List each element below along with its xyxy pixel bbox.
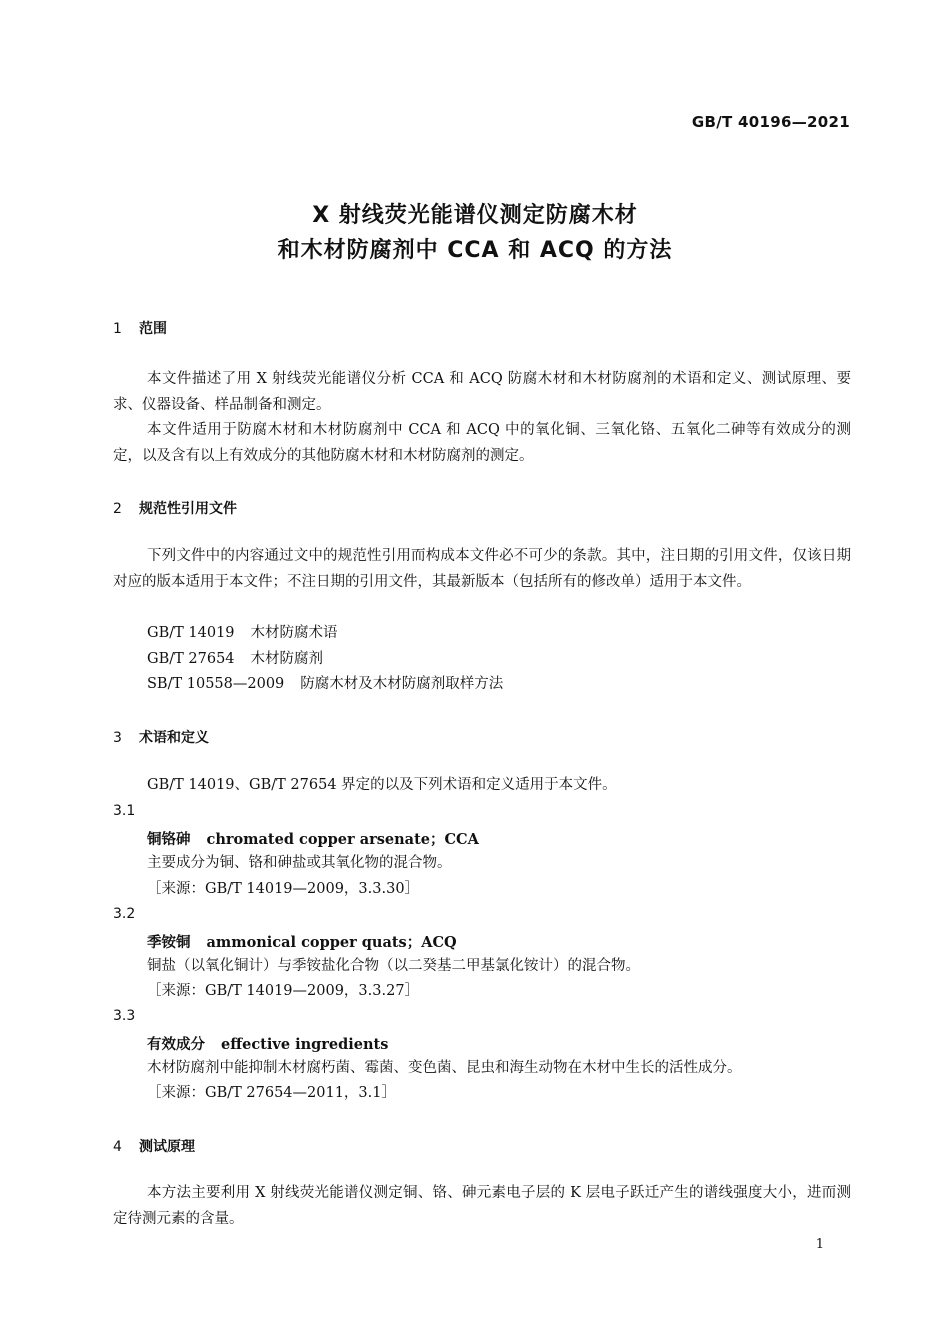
reference-item [147,649,323,669]
document-title-line-2: 和木材防腐剂中 CCA 和 ACQ 的方法 [277,238,673,263]
term-source: ［来源：GB/T 27654—2011，3.1］ [147,1085,396,1101]
reference-code: SB/T 10558—2009 [147,676,285,692]
term-number: 3.2 [113,906,136,922]
term-definition: 主要成分为铜、铬和砷盐或其氧化物的混合物。 [147,855,452,871]
reference-code: GB/T 14019 [147,625,235,641]
term-source: ［来源：GB/T 14019—2009，3.3.30］ [147,881,420,897]
document-title-line-1: X 射线荧光能谱仪测定防腐木材 [312,203,638,228]
section-2-paragraph-1: 下列文件中的内容通过文中的规范性引用而构成本文件必不可少的条款。其中，注日期的引用文件，仅该日期对应的版本适用于本文件；不注日期的引用文件，其最新版本（包括所有的修改单）适用于本文件。 [113,548,851,590]
term-heading [147,931,457,952]
section-1-paragraph-1: 本文件描述了用 X 射线荧光能谱仪分析 CCA 和 ACQ 防腐木材和木材防腐剂的术语和定义、测试原理、要求、仪器设备、样品制备和测定。 [113,371,851,413]
reference-item [147,623,338,643]
section-3-intro: GB/T 14019、GB/T 27654 界定的以及下列术语和定义适用于本文件。 [147,777,617,793]
section-number: 2 [113,501,122,517]
term-number: 3.1 [113,803,136,819]
section-title: 测试原理 [139,1139,195,1155]
reference-item [147,674,503,694]
section-4-heading [113,1136,195,1156]
section-3-heading [113,727,209,747]
section-4-paragraph-1: 本方法主要利用 X 射线荧光能谱仪测定铜、铬、砷元素电子层的 K 层电子跃迁产生的谱线强度大小，进而测定待测元素的含量。 [113,1185,851,1227]
section-1-paragraph-2: 本文件适用于防腐木材和木材防腐剂中 CCA 和 ACQ 中的氧化铜、三氧化铬、五氧化二砷等有效成分的测定，以及含有以上有效成分的其他防腐木材和木材防腐剂的测定。 [113,422,851,464]
section-number: 3 [113,730,122,746]
term-english: effective ingredients [221,1036,389,1053]
reference-code: GB/T 27654 [147,651,235,667]
section-title: 范围 [139,321,167,337]
term-chinese: 铜铬砷 [147,831,191,848]
section-title: 规范性引用文件 [139,501,237,517]
term-definition: 铜盐（以氧化铜计）与季铵盐化合物（以二癸基二甲基氯化铵计）的混合物。 [147,958,640,974]
reference-name: 木材防腐剂 [250,651,324,667]
term-definition: 木材防腐剂中能抑制木材腐朽菌、霉菌、变色菌、昆虫和海生动物在木材中生长的活性成分。 [147,1060,742,1076]
section-title: 术语和定义 [139,730,209,746]
term-english: chromated copper arsenate；CCA [206,831,479,848]
term-english: ammonical copper quats；ACQ [206,934,457,951]
page-number: 1 [815,1237,824,1252]
term-chinese: 季铵铜 [147,934,191,951]
section-number: 4 [113,1139,122,1155]
section-number: 1 [113,321,122,337]
term-heading [147,828,479,849]
term-source: ［来源：GB/T 14019—2009，3.3.27］ [147,983,420,999]
reference-name: 防腐木材及木材防腐剂取样方法 [300,676,504,692]
term-number: 3.3 [113,1008,136,1024]
section-2-heading [113,498,237,518]
standard-code: GB/T 40196—2021 [691,113,850,131]
term-chinese: 有效成分 [147,1036,205,1053]
section-1-heading [113,318,167,338]
term-heading [147,1033,388,1054]
reference-name: 木材防腐术语 [250,625,338,641]
